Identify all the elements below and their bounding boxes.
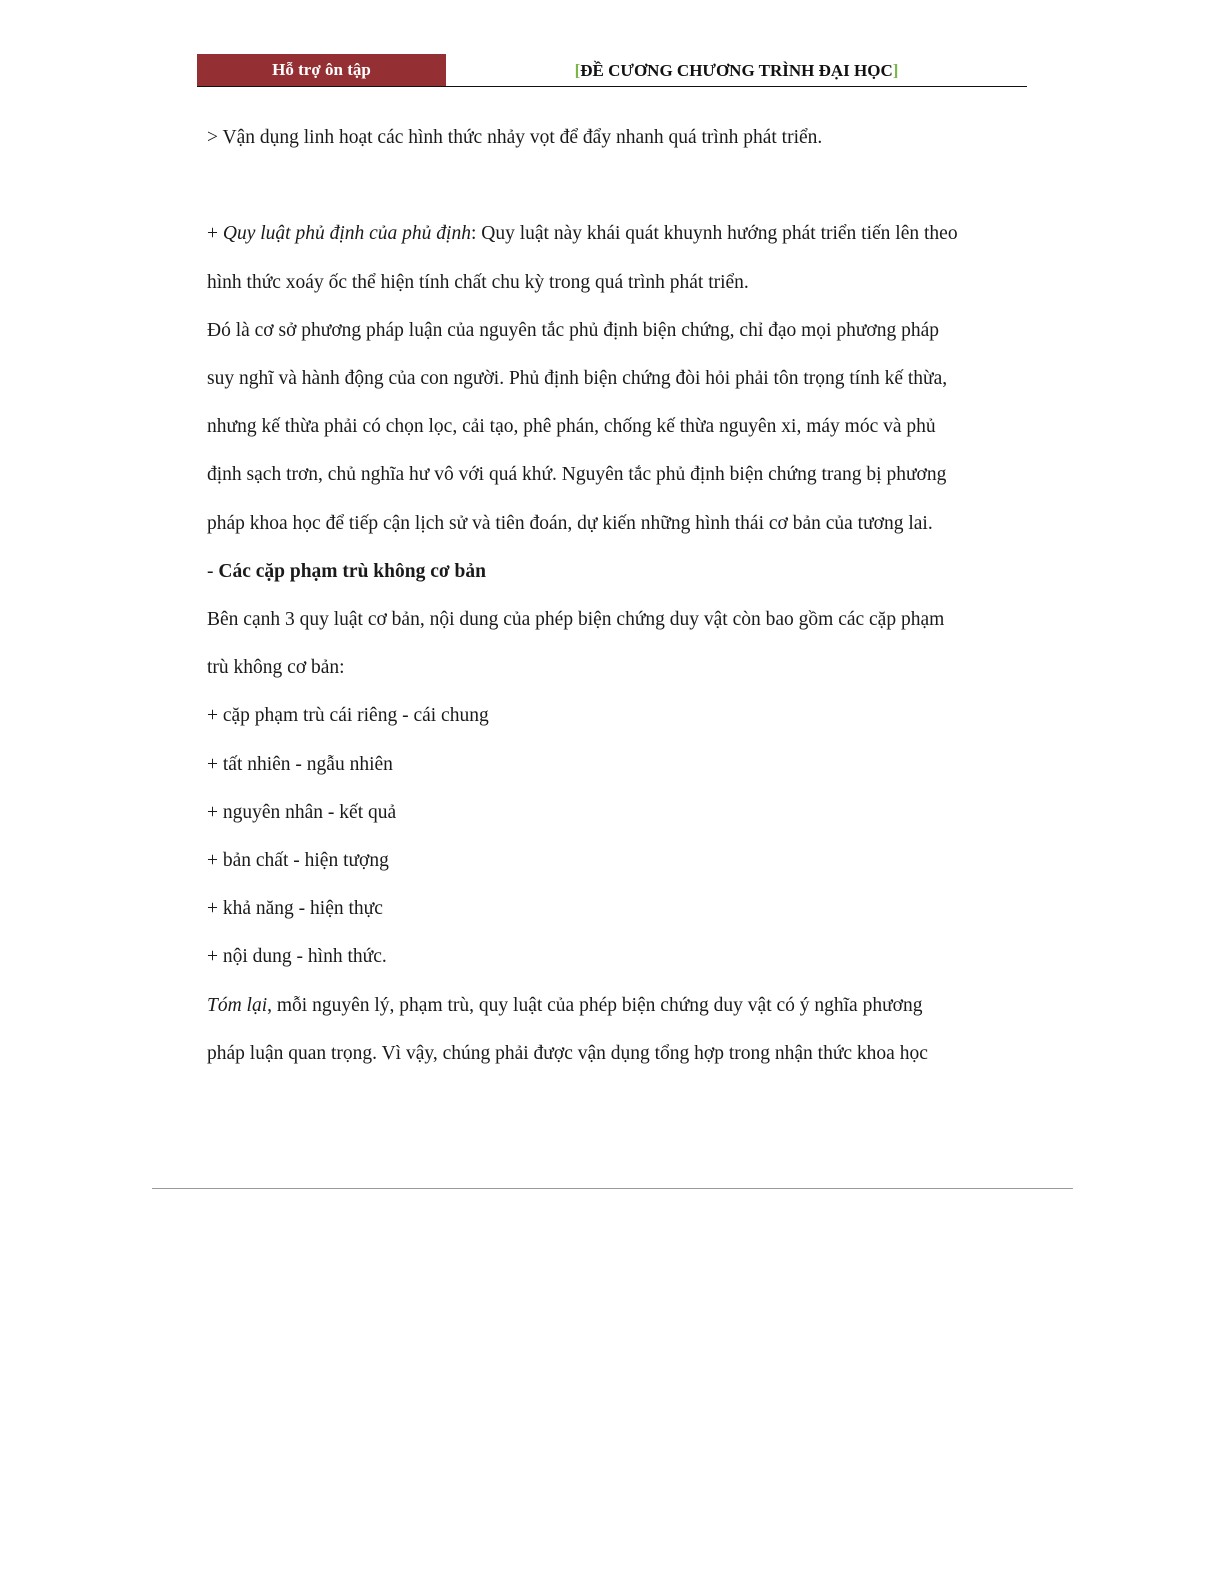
law-term: Quy luật phủ định của phủ định bbox=[222, 223, 471, 245]
heading-prefix: - bbox=[207, 560, 219, 582]
section-heading bbox=[207, 548, 1027, 596]
list-item: + bản chất - hiện tượng bbox=[207, 850, 389, 872]
paragraph-line: > Vận dụng linh hoạt các hình thức nhảy vọt để đẩy nhanh quá trình phát triển. bbox=[207, 127, 823, 148]
header-bracket-open: [ bbox=[574, 61, 581, 80]
law-prefix: + bbox=[207, 223, 223, 245]
law-description: : Quy luật này khái quát khuynh hướng phát triển tiến lên theo bbox=[470, 223, 958, 245]
summary-lead: Tóm lại bbox=[207, 994, 268, 1016]
list-item: + cặp phạm trù cái riêng - cái chung bbox=[207, 705, 489, 727]
paragraph-line: Đó là cơ sở phương pháp luận của nguyên tắc phủ định biện chứng, chỉ đạo mọi phương pháp bbox=[207, 319, 940, 341]
paragraph-line: nhưng kế thừa phải có chọn lọc, cải tạo, phê phán, chống kế thừa nguyên xi, máy móc và phủ bbox=[207, 416, 936, 438]
header-title-box bbox=[446, 54, 1027, 86]
header-bracket-close: ] bbox=[892, 61, 899, 80]
summary-text: , mỗi nguyên lý, phạm trù, quy luật của phép biện chứng duy vật có ý nghĩa phương bbox=[267, 994, 923, 1016]
footer-divider bbox=[152, 1188, 1073, 1189]
page-header bbox=[197, 54, 1027, 87]
list-item: + nội dung - hình thức. bbox=[207, 946, 387, 968]
paragraph-line: suy nghĩ và hành động của con người. Phủ định biện chứng đòi hỏi phải tôn trọng tính kế thừa, bbox=[207, 368, 948, 389]
header-title: ĐỀ CƯƠNG CHƯƠNG TRÌNH ĐẠI HỌC bbox=[580, 61, 893, 80]
list-item: + khả năng - hiện thực bbox=[207, 898, 383, 920]
list-item: + tất nhiên - ngẫu nhiên bbox=[207, 753, 393, 775]
blank-line bbox=[207, 162, 1027, 210]
paragraph-line: pháp luận quan trọng. Vì vậy, chúng phải được vận dụng tổng hợp trong nhận thức khoa học bbox=[207, 1042, 928, 1064]
paragraph-line: trù không cơ bản: bbox=[207, 657, 345, 679]
paragraph-line: hình thức xoáy ốc thể hiện tính chất chu kỳ trong quá trình phát triển. bbox=[207, 271, 749, 293]
paragraph-line: pháp khoa học để tiếp cận lịch sử và tiên đoán, dự kiến những hình thái cơ bản của tương lai. bbox=[207, 512, 933, 534]
header-left-label: Hỗ trợ ôn tập bbox=[272, 60, 371, 79]
document-body bbox=[207, 114, 1027, 1078]
list-item: + nguyên nhân - kết quả bbox=[207, 801, 397, 823]
paragraph-line: Bên cạnh 3 quy luật cơ bản, nội dung của phép biện chứng duy vật còn bao gồm các cặp phạm bbox=[207, 609, 945, 631]
summary-line bbox=[207, 982, 1027, 1030]
heading-text: Các cặp phạm trù không cơ bản bbox=[218, 560, 486, 582]
paragraph-line: định sạch trơn, chủ nghĩa hư vô với quá khứ. Nguyên tắc phủ định biện chứng trang bị phương bbox=[207, 464, 947, 486]
law-line bbox=[207, 210, 1027, 258]
header-label-box bbox=[197, 54, 446, 86]
